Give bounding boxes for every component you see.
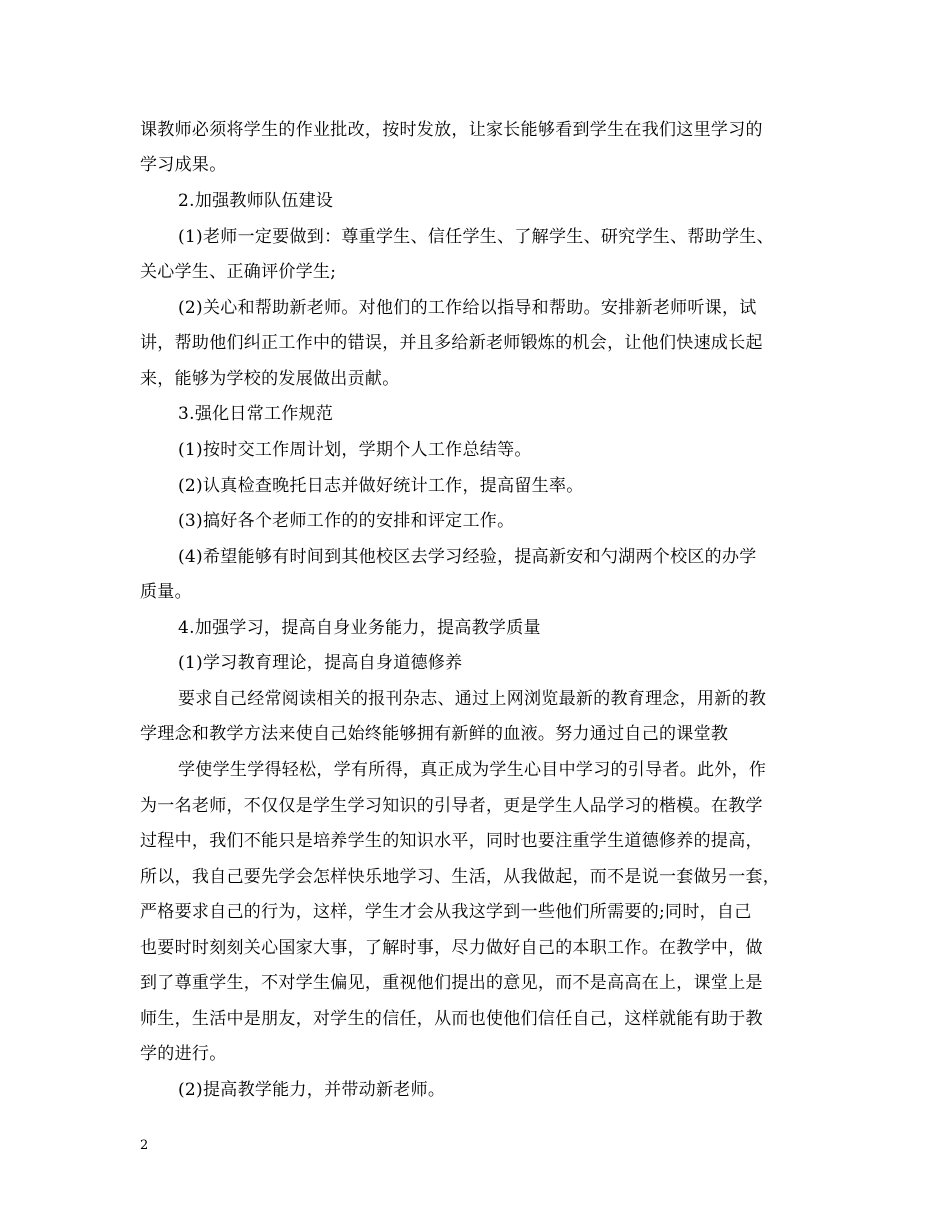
text-line: 关心学生、正确评价学生; (140, 262, 337, 282)
text-line: 学习成果。 (140, 155, 227, 175)
text-line: 也要时时刻刻关心国家大事，了解时事，尽力做好自己的本职工作。在教学中，做 (140, 938, 763, 958)
text-line: (2)提高教学能力，并带动新老师。 (178, 1080, 446, 1100)
text-line: 所以，我自己要先学会怎样快乐地学习、生活，从我做起，而不是说一套做另一套， (140, 867, 781, 887)
text-line: 课教师必须将学生的作业批改，按时发放，让家长能够看到学生在我们这里学习的 (140, 120, 763, 140)
text-line: (1)按时交工作周计划，学期个人工作总结等。 (178, 440, 532, 460)
text-line: (4)希望能够有时间到其他校区去学习经验，提高新安和勺湖两个校区的办学 (178, 547, 757, 567)
text-line: 讲，帮助他们纠正工作中的错误，并且多给新老师锻炼的机会，让他们快速成长起 (140, 333, 763, 353)
text-line: (2)关心和帮助新老师。对他们的工作给以指导和帮助。安排新老师听课，试 (178, 298, 757, 318)
text-line: 质量。 (140, 582, 192, 602)
text-line: 学的进行。 (140, 1044, 227, 1064)
text-line: 来，能够为学校的发展做出贡献。 (140, 369, 400, 389)
section-heading: 4.加强学习，提高自身业务能力，提高教学质量 (178, 618, 541, 638)
text-line: 学理念和教学方法来使自己始终能够拥有新鲜的血液。努力通过自己的课堂教 (140, 724, 729, 744)
text-line: 为一名老师，不仅仅是学生学习知识的引导者，更是学生人品学习的楷模。在教学 (140, 796, 763, 816)
text-line: 要求自己经常阅读相关的报刊杂志、通过上网浏览最新的教育理念，用新的教 (178, 689, 767, 709)
text-line: (1)老师一定要做到：尊重学生、信任学生、了解学生、研究学生、帮助学生、 (178, 227, 774, 247)
text-line: 过程中，我们不能只是培养学生的知识水平，同时也要注重学生道德修养的提高， (140, 831, 763, 851)
page-number: 2 (140, 1138, 149, 1153)
text-line: 到了尊重学生，不对学生偏见，重视他们提出的意见，而不是高高在上，课堂上是 (140, 973, 763, 993)
text-line: 师生，生活中是朋友，对学生的信任，从而也使他们信任自己，这样就能有助于教 (140, 1009, 763, 1029)
section-heading: 3.强化日常工作规范 (178, 404, 334, 424)
text-line: 严格要求自己的行为，这样，学生才会从我这学到一些他们所需要的;同时，自己 (140, 902, 752, 922)
section-heading: 2.加强教师队伍建设 (178, 191, 334, 211)
text-line: (2)认真检查晚托日志并做好统计工作，提高留生率。 (178, 476, 584, 496)
text-line: (1)学习教育理论，提高自身道德修养 (178, 653, 463, 673)
text-line: (3)搞好各个老师工作的的安排和评定工作。 (178, 511, 515, 531)
text-line: 学使学生学得轻松，学有所得，真正成为学生心目中学习的引导者。此外，作 (178, 760, 767, 780)
